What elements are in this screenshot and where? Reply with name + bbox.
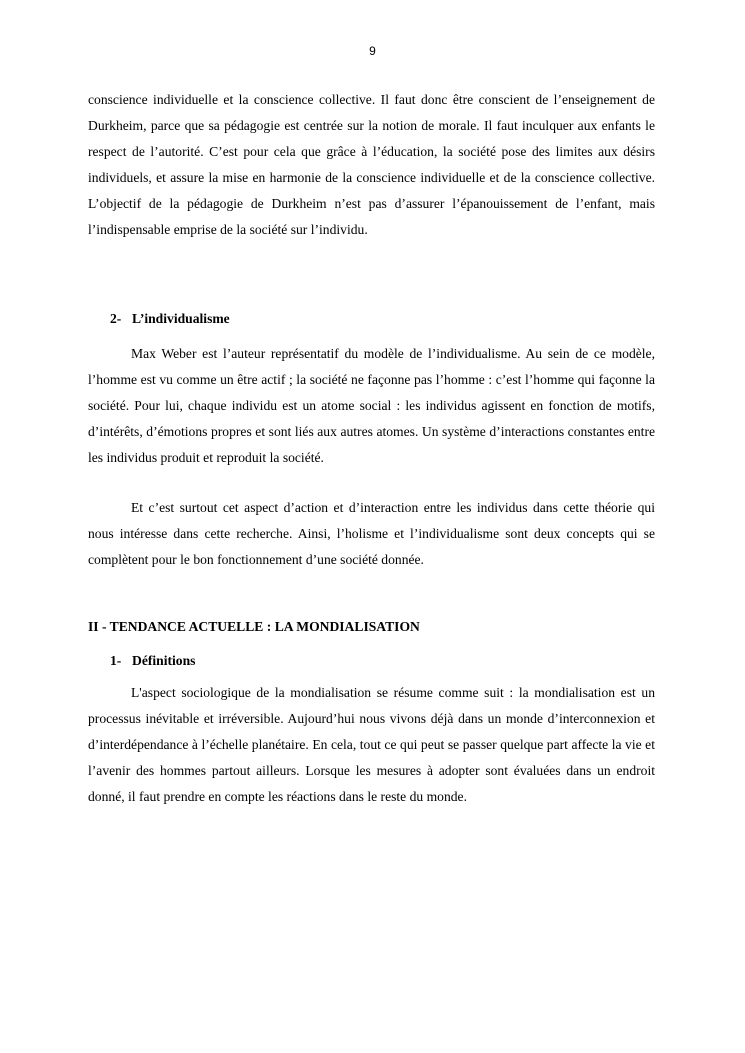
heading-definitions-title: Définitions [132,653,196,668]
heading-individualism [110,310,230,328]
heading-individualism-number: 2- [110,311,122,326]
heading-definitions [110,652,195,670]
page-number: 9 [369,44,376,58]
paragraph-mondialisation: L'aspect sociologique de la mondialisation se résume comme suit : la mondialisation est un processus inévitable et irréversible. Aujourd’hui nous vivons déjà dans un monde d’interconnexion et d’interdépendance à l’échelle planétaire. En cela, tout ce qui peut se passer quelque part affecte la vie et l’avenir des hommes partout ailleurs. Lorsque les mesures à adopter sont évaluées dans un endroit donné, il faut prendre en compte les réactions dans le reste du monde. [88,685,655,804]
paragraph-durkheim: conscience individuelle et la conscience collective. Il faut donc être conscient de l’enseignement de Durkheim, parce que sa pédagogie est centrée sur la notion de morale. Il faut inculquer aux enfants le respect de l’autorité. C’est pour cela que grâce à l’éducation, la société pose des limites aux désirs individuels, et assure la mise en harmonie de la conscience individuelle et de la conscience collective. L’objectif de la pédagogie de Durkheim n’est pas d’assurer l’épanouissement de l’enfant, mais l’indispensable emprise de la société sur l’individu. [88,92,655,237]
section-heading-mondialisation: II - TENDANCE ACTUELLE : LA MONDIALISATION [88,619,420,634]
paragraph-weber: Max Weber est l’auteur représentatif du modèle de l’individualisme. Au sein de ce modèle, l’homme est vu comme un être actif ; la société ne façonne pas l’homme : c’est l’homme qui façonne la société. Pour lui, chaque individu est un atome social : les individus agissent en fonction de motifs, d’intérêts, d’émotions propres et sont liés aux autres atomes. Un système d’interactions constantes entre les individus produit et reproduit la société. [88,346,655,465]
heading-definitions-number: 1- [110,653,122,668]
heading-individualism-title: L’individualisme [132,311,230,326]
paragraph-interaction: Et c’est surtout cet aspect d’action et d’interaction entre les individus dans cette théorie qui nous intéresse dans cette recherche. Ainsi, l’holisme et l’individualisme sont deux concepts qui se complètent pour le bon fonctionnement d’une société donnée. [88,500,655,567]
